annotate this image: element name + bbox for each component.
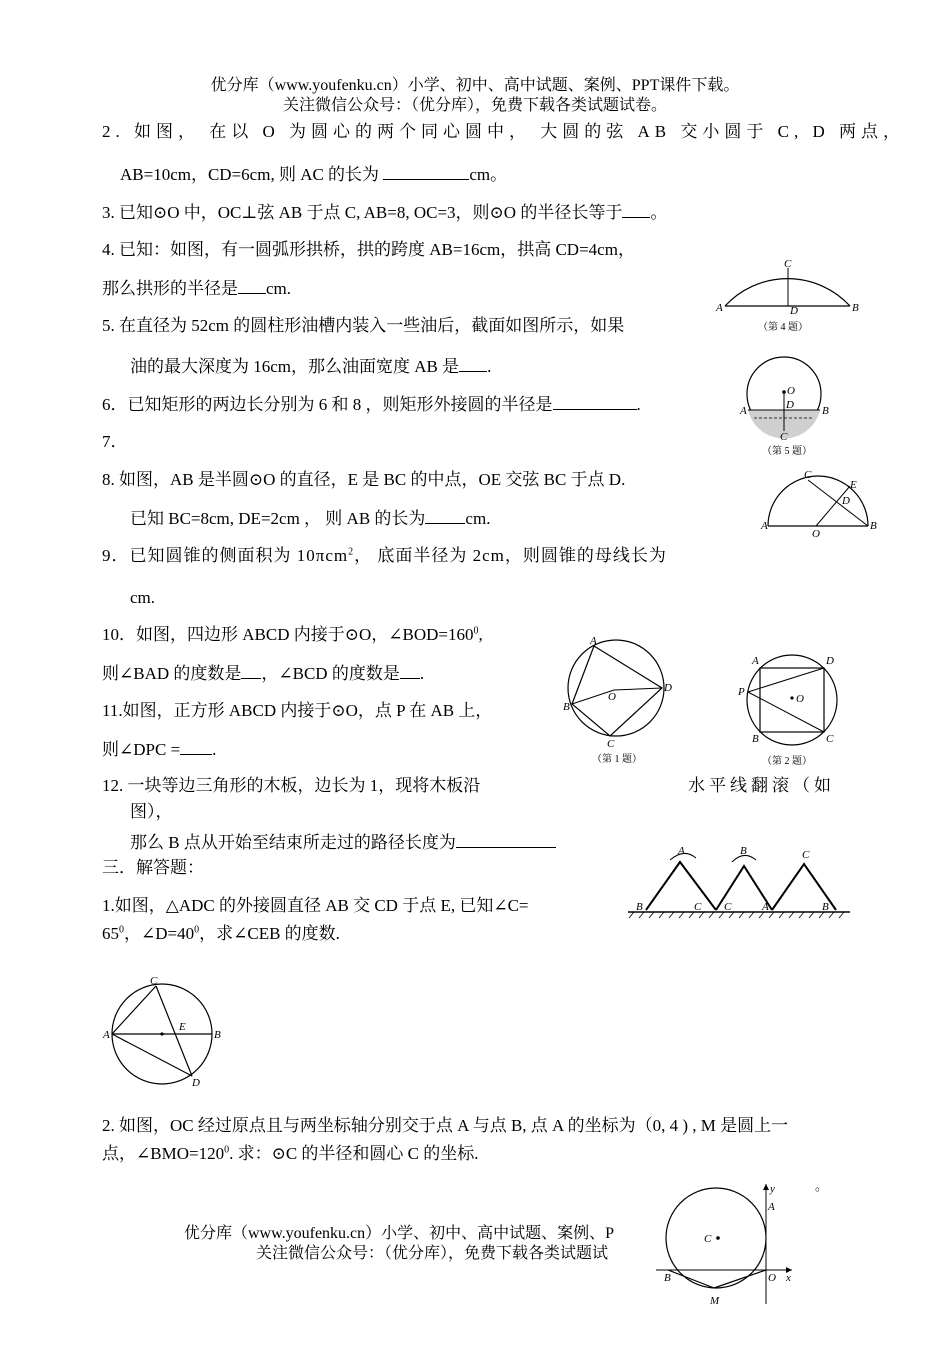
q5-text: 油的最大深度为 16cm，那么油面宽度 AB 是 [130,357,460,376]
fig12-hatching [629,912,844,918]
q9-text: 9．已知圆锥的侧面积为 10πcm [102,546,349,565]
fig8-label-c: C [804,469,812,481]
q6-text: 6．已知矩形的两边长分别为 6 和 8 ，则矩形外接圆的半径是 [102,395,553,414]
q12-line-1a: 12. 一块等边三角形的木板，边长为 1，现将木板沿 [102,776,481,795]
q6-blank [553,394,637,410]
q2-blank [383,164,469,180]
q12-line-2: 图）， [130,802,173,821]
figa2-label-c: C [704,1233,712,1245]
figa2-label-m: M [710,1295,720,1307]
q4-unit: cm. [266,279,292,298]
fig8-label-e: E [850,479,857,491]
q3-end: 。 [650,203,668,222]
header-line-2: 关注微信公众号：（优分库），免费下载各类试题试卷。 [282,97,667,114]
figa2-label-y: y [770,1183,775,1195]
fig12-label-5: C [724,901,732,913]
figa1-ad [112,1034,192,1076]
fig5-center [782,390,786,394]
q6-end: . [636,395,641,414]
fig8-label-a: A [761,520,768,532]
q8-unit: cm. [465,509,491,528]
fig8-label-d: D [842,495,850,507]
q11-text: 则∠DPC = [102,740,181,759]
figa2-circle [666,1188,766,1288]
fig10-label-c: C [607,738,615,750]
fig10-od [614,688,662,690]
fig12-label-1: A [678,845,685,857]
figure-a1-circle [100,972,230,1092]
a1-line-1: 1.如图，△ADC 的外接圆直径 AB 交 CD 于点 E, 已知∠C= [102,896,529,915]
q10-sup: 0 [473,625,479,637]
q3-blank [622,202,650,218]
fig12-label-3: C [694,901,702,913]
a1-sup-1: 0 [119,924,124,936]
fig11-label-d: D [826,655,834,667]
fig10-label-o: O [608,691,616,703]
a2-line-1: 2. 如图，OC 经过原点且与两坐标轴分别交于点 A 与点 B, 点 A 的坐标为（0, 4 ) , M 是圆上一 [102,1116,789,1135]
fig10-caption: （第 1 题） [592,754,642,765]
q8-blank [425,508,465,524]
q12-line-1b: 水平线翻滚（如 [688,776,835,795]
figa2-label-o: O [768,1272,776,1284]
fig8-label-b: B [870,520,877,532]
q9-text-2: ， 底面半径为 2cm，则圆锥的母线长为 [354,546,667,565]
q8-text: 已知 BC=8cm, DE=2cm ， 则 AB 的长为 [130,509,426,528]
q4-blank [238,278,266,294]
q3-line [102,202,667,223]
q5-line-2 [130,356,491,377]
fig11-center [790,696,793,699]
figure-4-arch [710,258,860,338]
q10-part-b: ，∠BCD 的度数是 [261,664,400,683]
fig12-triangle-1 [646,862,716,910]
figa2-mo [714,1270,766,1288]
figa2-label-a: A [768,1201,775,1213]
fig8-chord-bc [808,480,868,526]
fig11-label-b: B [752,733,759,745]
fig11-label-a: A [752,655,759,667]
q10-text: 10．如图，四边形 ABCD 内接于⊙O，∠BOD=160 [102,625,474,644]
q5-blank [459,356,487,372]
q10-blank-1 [241,663,261,679]
fig5-label-a: A [740,405,747,417]
figa2-y-arrow [763,1184,769,1190]
q11-line-2 [102,739,216,760]
fig8-label-o: O [812,528,820,540]
fig12-label-4: B [740,845,747,857]
fig10-label-d: D [664,682,672,694]
q8-line-2 [130,508,490,529]
q10-blank-2 [400,663,420,679]
q2-unit: cm。 [469,165,508,184]
figa1-label-c: C [150,975,158,987]
fig10-label-b: B [563,701,570,713]
figa1-label-a: A [103,1029,110,1041]
q6-line [102,394,641,415]
q12-blank [456,832,556,848]
fig12-label-6: A [762,901,769,913]
q3-text: 3. 已知⊙O 中，OC⊥弦 AB 于点 C, AB=8, OC=3，则⊙O 的半径长等于 [102,203,623,222]
figure-11-square [734,650,844,770]
fig5-caption: （第 5 题） [762,446,812,457]
q9-line-1 [102,546,667,566]
a2-angle: 点，∠BMO=120 [102,1144,225,1163]
fig4-label-a: A [716,302,723,314]
figa1-cd [156,986,192,1076]
fig11-label-o: O [796,693,804,705]
fig4-label-c: C [784,258,792,270]
figure-a2-coordinate [652,1180,802,1308]
a1-question: ，求∠CEB 的度数. [199,924,340,943]
fig11-label-p: P [738,686,745,698]
fig12-label-2: B [636,901,643,913]
a2-question: . 求：⊙C 的半径和圆心 C 的坐标. [229,1144,479,1163]
figa2-bm [668,1270,714,1288]
figure-12-rolling-triangle [624,842,854,924]
fig5-label-b: B [822,405,829,417]
q10-part-c: . [419,664,425,683]
fig12-label-7: B [822,901,829,913]
q2-text: AB=10cm，CD=6cm, 则 AC 的长为 [120,165,384,184]
footer-line-2: 关注微信公众号：（优分库），免费下载各类试题试 [256,1245,609,1262]
q12-line-3 [130,832,556,853]
figa1-label-b: B [214,1029,221,1041]
figa2-label-x: x [786,1272,791,1284]
a1-line-2 [102,924,340,944]
q11-end: . [212,740,217,759]
figure-5-oil-tank [734,348,834,460]
q8-line-1: 8. 如图，AB 是半圆⊙O 的直径，E 是 BC 的中点，OE 交弦 BC 于点 D. [102,470,626,489]
q4-text: 那么拱形的半径是 [102,279,238,298]
figure-10-quadrilateral [558,632,678,772]
fig4-caption: （第 4 题） [758,322,808,333]
fig11-label-c: C [826,733,834,745]
section-3-title: 三．解答题： [102,858,204,877]
fig5-label-c: C [780,431,788,443]
q10-comma: , [478,625,483,644]
a2-stray-mark: 。 [815,1178,829,1193]
a1-value-c: 65 [102,924,119,943]
q10-part-a: 则∠BAD 的度数是 [102,664,242,683]
fig10-quad [572,646,662,736]
a1-value-d: ，∠D=40 [124,924,195,943]
header-line-1: 优分库（www.youfenku.cn）小学、初中、高中试题、案例、PPT课件下载。 [210,77,740,94]
figa2-label-b: B [664,1272,671,1284]
figure-8-semicircle [758,466,878,540]
q2-line-1: 2. 如图， 在以 O 为圆心的两个同心圆中， 大圆的弦 AB 交小圆于 C, D 两点， [102,122,906,141]
fig11-caption: （第 2 题） [762,756,812,767]
q11-line-1: 11.如图，正方形 ABCD 内接于⊙O，点 P 在 AB 上， [102,701,493,720]
fig4-label-b: B [852,302,859,314]
fig10-label-a: A [590,635,597,647]
q9-line-2: cm. [130,588,156,607]
q12-text: 那么 B 点从开始至结束所走过的路径长度为 [130,833,456,852]
fig5-label-d: D [786,399,794,411]
q9-sup: 2 [348,546,355,558]
q7-line: 7． [102,432,128,451]
fig10-circle [568,640,664,736]
q2-line-2 [120,164,507,185]
q5-end: . [487,357,492,376]
fig4-label-d: D [790,305,798,317]
fig5-label-o: O [787,385,795,397]
q5-line-1: 5. 在直径为 52cm 的圆柱形油槽内装入一些油后，截面如图所示，如果 [102,316,625,335]
footer-line-1: 优分库（www.youfenku.cn）小学、初中、高中试题、案例、P [184,1225,615,1242]
q4-line-2 [102,278,291,299]
a2-line-2 [102,1144,479,1164]
q11-blank [180,739,212,755]
q10-line-2 [102,663,424,684]
q4-line-1: 4. 已知：如图，有一圆弧形拱桥，拱的跨度 AB=16cm，拱高 CD=4cm， [102,240,635,259]
fig12-label-8: C [802,849,810,861]
figa2-center [716,1236,720,1240]
figa1-label-e: E [179,1021,186,1033]
q10-line-1 [102,625,483,645]
figa1-label-d: D [192,1077,200,1089]
a1-sup-2: 0 [194,924,200,936]
figa1-center [160,1032,163,1035]
a2-sup: 0 [224,1144,230,1156]
